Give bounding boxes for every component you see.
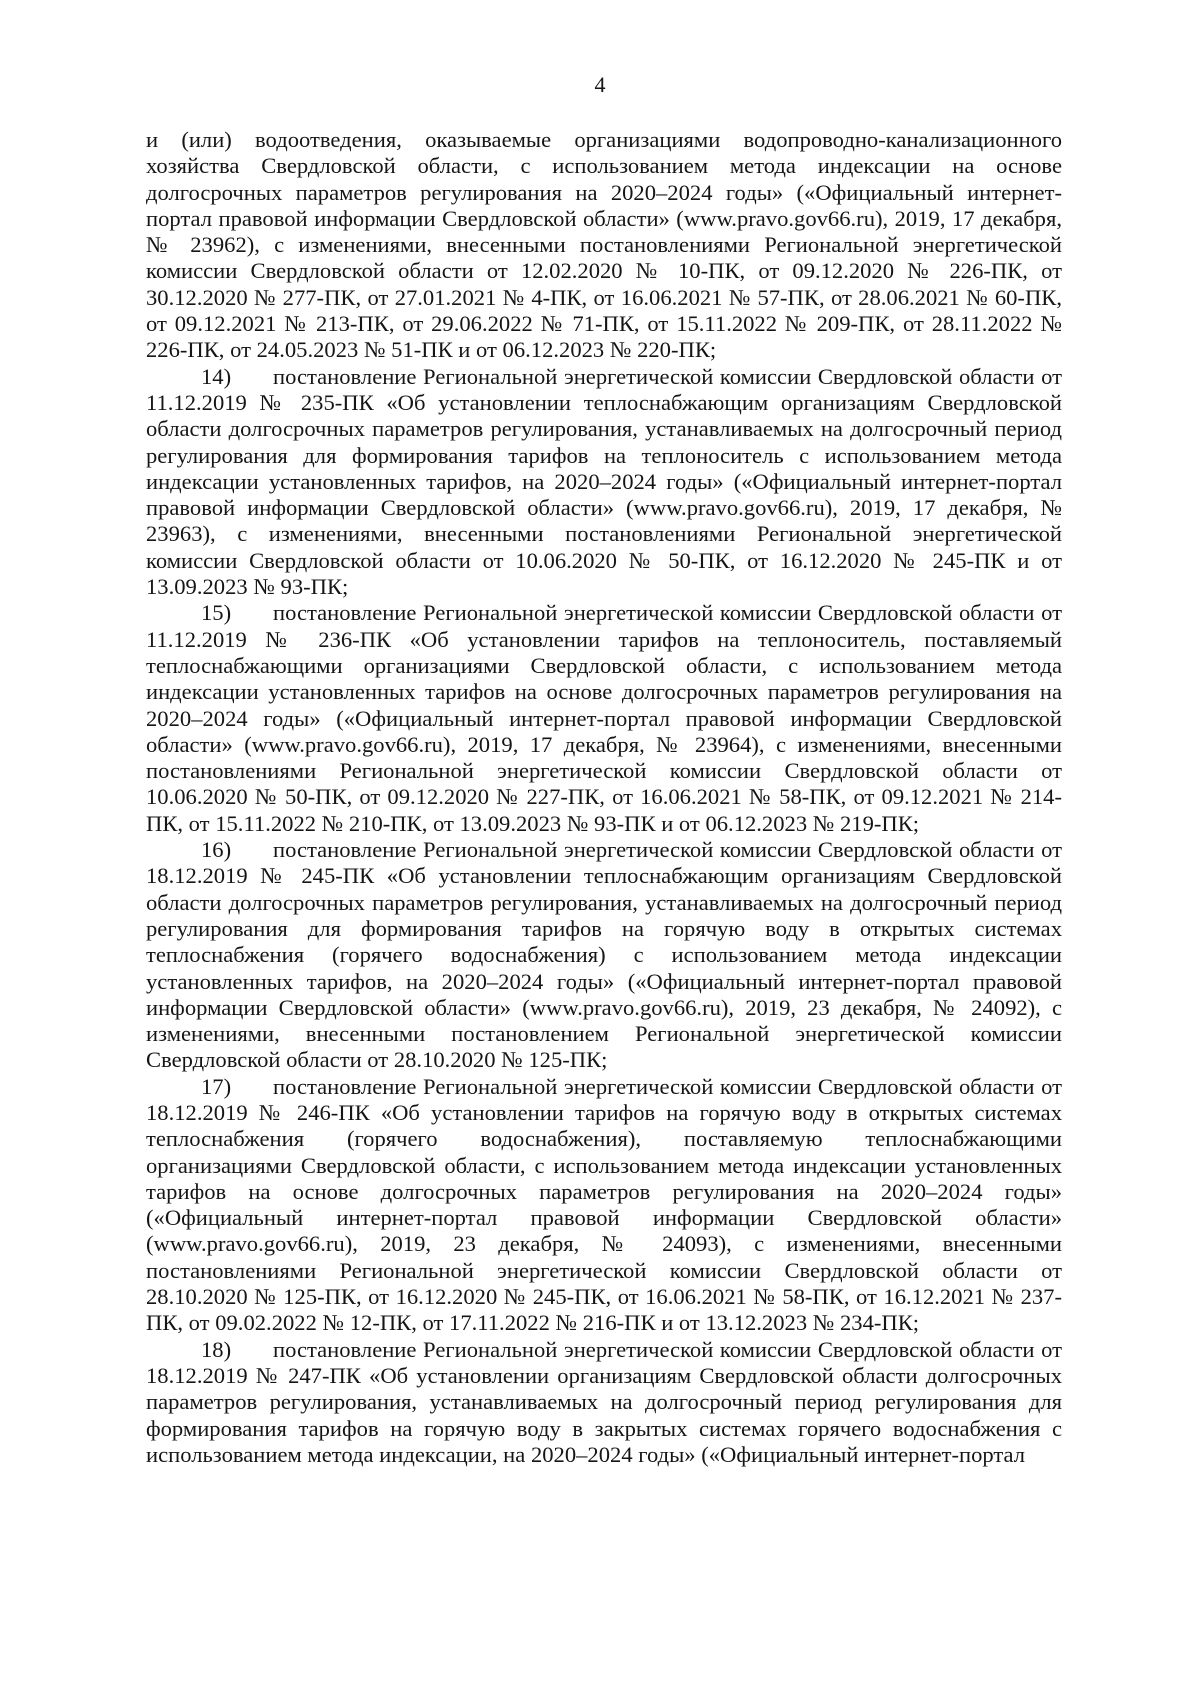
list-item-17 — [146, 1074, 1062, 1337]
list-item-number: 15) — [201, 600, 232, 626]
paragraph-text: и (или) водоотведения, оказываемые организациями водопроводно-канализационного хозяйства Свердловской области, с использованием метода индексации на основе долгосрочных параметров регулирования на 2020–2024 годы» («Официальный интернет-портал правовой информации Свердловской области» (www.pravo.gov66.ru), 2019, 17 декабря, № 23962), с изменениями, внесенными постановлениями Региональной энергетической комиссии Свердловской области от 12.02.2020 № 10-ПК, от 09.12.2020 № 226-ПК, от 30.12.2020 № 277-ПК, от 27.01.2021 № 4-ПК, от 16.06.2021 № 57-ПК, от 28.06.2021 № 60-ПК, от 09.12.2021 № 213-ПК, от 29.06.2022 № 71-ПК, от 15.11.2022 № 209-ПК, от 28.11.2022 № 226-ПК, от 24.05.2023 № 51-ПК и от 06.12.2023 № 220-ПК; — [146, 127, 1062, 363]
list-item-number: 18) — [201, 1336, 232, 1362]
list-item-text: постановление Региональной энергетической комиссии Свердловской области от 18.12.2019 № 246-ПК «Об установлении тарифов на горячую воду в открытых системах теплоснабжения (горячего водоснабжения), поставляемую теплоснабжающими организациями Свердловской области, с использованием метода индексации установленных тарифов на основе долгосрочных параметров регулирования на 2020–2024 годы» («Официальный интернет-портал правовой информации Свердловской области» (www.pravo.gov66.ru), 2019, 23 декабря, № 24093), с изменениями, внесенными постановлениями Региональной энергетической комиссии Свердловской области от 28.10.2020 № 125-ПК, от 16.12.2020 № 245-ПК, от 16.06.2021 № 58-ПК, от 16.12.2021 № 237-ПК, от 09.02.2022 № 12-ПК, от 17.11.2022 № 216-ПК и от 13.12.2023 № 234-ПК; — [146, 1073, 1062, 1336]
list-item-text: постановление Региональной энергетической комиссии Свердловской области от 11.12.2019 № 236-ПК «Об установлении тарифов на теплоноситель, поставляемый теплоснабжающими организациями Свердловской области, с использованием метода индексации установленных тарифов на основе долгосрочных параметров регулирования на 2020–2024 годы» («Официальный интернет-портал правовой информации Свердловской области» (www.pravo.gov66.ru), 2019, 17 декабря, № 23964), с изменениями, внесенными постановлениями Региональной энергетической комиссии Свердловской области от 10.06.2020 № 50-ПК, от 09.12.2020 № 227-ПК, от 16.06.2021 № 58-ПК, от 09.12.2021 № 214-ПК, от 15.11.2022 № 210-ПК, от 13.09.2023 № 93-ПК и от 06.12.2023 № 219-ПК; — [146, 600, 1062, 836]
list-item-14 — [146, 364, 1062, 601]
list-item-number: 14) — [201, 363, 232, 389]
list-item-number: 17) — [201, 1073, 232, 1099]
paragraph-continuation — [146, 127, 1062, 364]
page-number: 4 — [594, 72, 606, 97]
list-item-text: постановление Региональной энергетической комиссии Свердловской области от 18.12.2019 № 245-ПК «Об установлении теплоснабжающим организациям Свердловской области долгосрочных параметров регулирования, устанавливаемых на долгосрочный период регулирования для формирования тарифов на горячую воду в открытых системах теплоснабжения (горячего водоснабжения) с использованием метода индексации установленных тарифов, на 2020–2024 годы» («Официальный интернет-портал правовой информации Свердловской области» (www.pravo.gov66.ru), 2019, 23 декабря, № 24092), с изменениями, внесенными постановлением Региональной энергетической комиссии Свердловской области от 28.10.2020 № 125-ПК; — [146, 837, 1062, 1073]
list-item-16 — [146, 837, 1062, 1074]
document-body — [146, 127, 1062, 1468]
list-item-text: постановление Региональной энергетической комиссии Свердловской области от 11.12.2019 № 235-ПК «Об установлении теплоснабжающим организациям Свердловской области долгосрочных параметров регулирования, устанавливаемых на долгосрочный период регулирования для формирования тарифов на теплоноситель с использованием метода индексации установленных тарифов, на 2020–2024 годы» («Официальный интернет-портал правовой информации Свердловской области» (www.pravo.gov66.ru), 2019, 17 декабря, № 23963), с изменениями, внесенными постановлениями Региональной энергетической комиссии Свердловской области от 10.06.2020 № 50-ПК, от 16.12.2020 № 245-ПК и от 13.09.2023 № 93-ПК; — [146, 363, 1062, 600]
list-item-text: постановление Региональной энергетической комиссии Свердловской области от 18.12.2019 № 247-ПК «Об установлении организациям Свердловской области долгосрочных параметров регулирования, устанавливаемых на долгосрочный период регулирования для формирования тарифов на горячую воду в закрытых системах горячего водоснабжения с использованием метода индексации, на 2020–2024 годы» («Официальный интернет-портал — [146, 1336, 1062, 1467]
list-item-18 — [146, 1337, 1062, 1468]
list-item-number: 16) — [201, 837, 232, 863]
list-item-15 — [146, 600, 1062, 837]
